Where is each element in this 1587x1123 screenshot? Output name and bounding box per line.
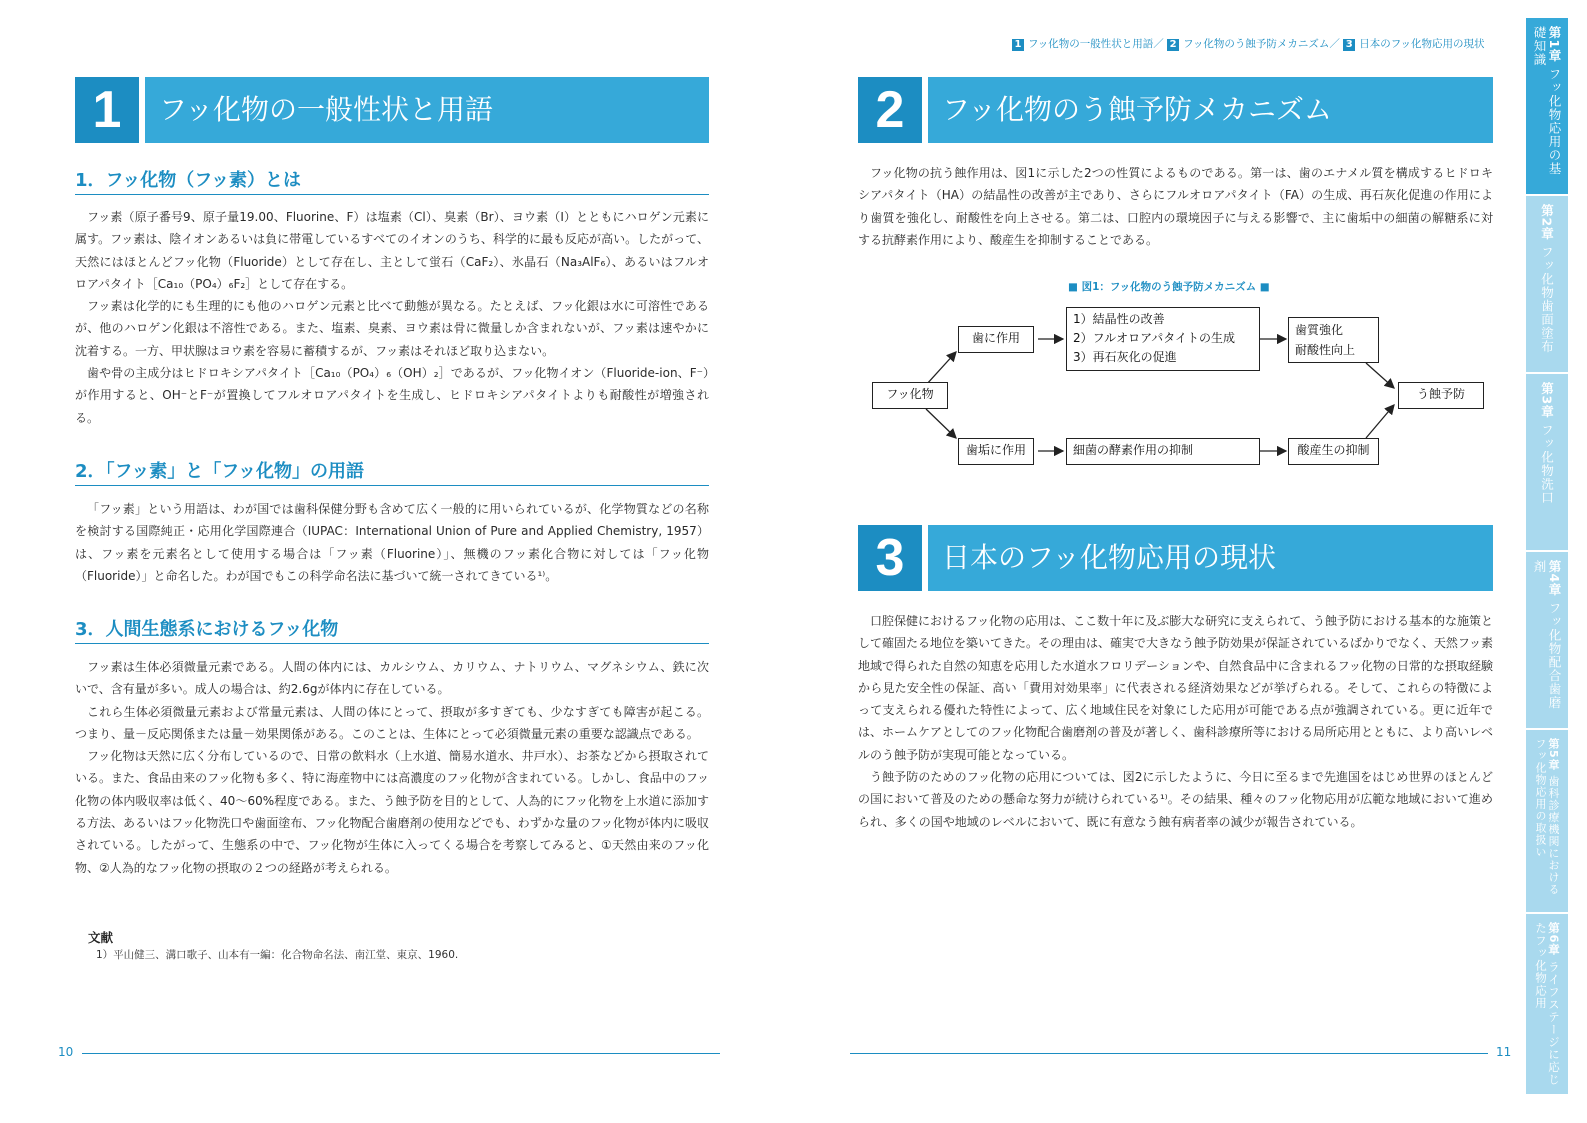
paragraph: これら生体必須微量元素および常量元素は、人間の体にとって、摂取が多すぎても、少なすぎても障害が起こる。つまり、量－反応関係または量－効果関係がある。このことは、生体にとって必須微量元素の重要な認識点である。 <box>75 704 709 741</box>
figure-node-source: フッ化物 <box>872 382 948 409</box>
figure-node-tooth: 歯に作用 <box>958 326 1034 353</box>
paragraph: う蝕予防のためのフッ化物の応用については、図2に示したように、今日に至るまで先進国をはじめ世界のほとんどの国において普及のための懸命な努力が続けられている¹⁾。その結果、種々のフッ化物応用が広範な地域において進められ、多くの国や地域のレベルにおいて、既に有意なう蝕有病者率の減少が報告されている。 <box>858 770 1493 829</box>
subsection-1-body <box>75 206 709 429</box>
chapter-title: フッ化物配合歯磨剤 <box>1532 560 1562 710</box>
chapter-tab-1[interactable] <box>1526 18 1568 194</box>
breadcrumb-sep: ／ <box>1329 38 1340 50</box>
chapter-title: 歯科診療機関におけるフッ化物応用の取扱い <box>1534 738 1560 896</box>
chapter-number: 第4章 <box>1547 560 1562 597</box>
figure-node-outcome: う蝕予防 <box>1398 382 1484 409</box>
chapter-title: フッ化物歯面塗布 <box>1539 245 1555 354</box>
subsection-3-body <box>75 656 709 879</box>
banner-divider <box>922 77 928 143</box>
banner-divider <box>922 525 928 591</box>
page-number-left: 10 <box>58 1045 74 1059</box>
paragraph: 口腔保健におけるフッ化物の応用は、ここ数十年に及ぶ膨大な研究に支えられて、う蝕予防における基本的な施策として確固たる地位を築いてきた。その理由は、確実で大きなう蝕予防効果が保証されているばかりでなく、天然フッ素地域で得られた自然の知恵を応用した水道水フロリデーションや、自然食品中に含まれるフッ化物の日常的な摂取経験から見た安全性の保証、高い「費用対効果率」に代表される経済効果などが挙げられる。そして、これらの特徴によって支えられる優れた特性によって、広く地域住民を対象にした応用が可能である点が強調されている。更に近年では、ホームケアとしてのフッ化物配合歯磨剤の普及が著しく、歯科診療所等における局所応用とともに、より高いレベルのう蝕予防が実現可能となっている。 <box>858 614 1493 762</box>
paragraph: フッ化物は天然に広く分布しているので、日常の飲料水（上水道、簡易水道水、井戸水）、お茶などから摂取されている。また、食品由来のフッ化物も多く、特に海産物中には高濃度のフッ化物が含まれている。しかし、食品中のフッ化物の体内吸収率は低く、40～60%程度である。また、う蝕予防を目的として、人為的にフッ化物を上水道に添加する方法、あるいはフッ化物洗口や歯面塗布、フッ化物配合歯磨剤の使用などでも、わずかな量のフッ化物が体内に吸収されている。したがって、生態系の中で、フッ化物が生体に入ってくる場合を考察してみると、①天然由来のフッ化物、②人為的なフッ化物の摂取の２つの経路が考えられる。 <box>75 749 709 875</box>
breadcrumb <box>1012 36 1484 51</box>
chapter-tab-5[interactable] <box>1526 730 1568 912</box>
subsection-3-heading: 3．人間生態系におけるフッ化物 <box>75 615 709 644</box>
chapter-tab-label <box>1532 26 1562 186</box>
paragraph: 「フッ素」という用語は、わが国では歯科保健分野も含めて広く一般的に用いられているが、化学物質などの名称を検討する国際純正・応用化学国際連合（IUPAC：International Union of Pure and Applied Chemistry, 1957）は、フッ素を元素名として使用する場合は「フッ素（Fluorine）」、無機のフッ素化合物に対しては「フッ化物（Fluoride）」と命名した。わが国でもこの科学命名法に基づいて統一されてきている¹⁾。 <box>75 502 709 583</box>
chapter-tab-6[interactable] <box>1526 914 1568 1094</box>
banner-divider <box>139 77 145 143</box>
figure-node-plaque-effect: 細菌の酵素作用の抑制 <box>1066 438 1260 465</box>
reference-item: 1）平山健三、溝口歌子、山本有一編：化合物命名法、南江堂、東京、1960. <box>96 949 459 961</box>
section-3-title: 日本のフッ化物応用の現状 <box>942 541 1277 574</box>
effect-item: 2）フルオロアパタイトの生成 <box>1073 331 1235 345</box>
references-heading: 文献 <box>88 930 114 945</box>
figure-node-plaque: 歯垢に作用 <box>958 438 1034 465</box>
subsection-1-heading: 1．フッ化物（フッ素）とは <box>75 166 709 195</box>
chapter-title: フッ化物洗口 <box>1539 423 1555 505</box>
chapter-tab-2[interactable] <box>1526 196 1568 372</box>
breadcrumb-item-2[interactable]: フッ化物のう蝕予防メカニズム <box>1183 38 1330 50</box>
chapter-tab-label <box>1532 560 1562 720</box>
chapter-tab-label <box>1534 738 1560 904</box>
figure-node-tooth-result <box>1288 317 1379 363</box>
figure-caption: ■ 図1：フッ化物のう蝕予防メカニズム ■ <box>1068 281 1270 293</box>
paragraph: フッ素（原子番号9、原子量19.00、Fluorine、F）は塩素（Cl）、臭素（Br）、ヨウ素（I）とともにハロゲン元素に属す。フッ素は、陰イオンあるいは負に帯電しているすべてのイオンのうち、科学的に最も反応が高い。したがって、天然にはほとんどフッ化物（Fluoride）として存在し、主として蛍石（CaF₂）、氷晶石（Na₃AlF₆）、あるいはフルオロアパタイト［Ca₁₀（PO₄）₆F₂］として存在する。 <box>75 210 709 291</box>
section-1-number: 1 <box>75 77 139 143</box>
paragraph: 歯や骨の主成分はヒドロキシアパタイト［Ca₁₀（PO₄）₆（OH）₂］であるが、フッ化物イオン（Fluoride-ion、F⁻）が作用すると、OH⁻とF⁻が置換してフルオロアパタイトを生成し、ヒドロキシアパタイトよりも耐酸性が増強される。 <box>75 366 709 425</box>
breadcrumb-item-3[interactable]: 日本のフッ化物応用の現状 <box>1359 38 1485 50</box>
breadcrumb-num-2: 2 <box>1167 39 1179 51</box>
paragraph: フッ素は生体必須微量元素である。人間の体内には、カルシウム、カリウム、ナトリウム、マグネシウム、鉄に次いで、含有量が多い。成人の場合は、約2.6gが体内に存在している。 <box>75 660 709 697</box>
breadcrumb-num-3: 3 <box>1343 39 1355 51</box>
tooth-result-line: 耐酸性向上 <box>1295 343 1356 357</box>
chapter-tab-4[interactable] <box>1526 552 1568 728</box>
paragraph: フッ素は化学的にも生理的にも他のハロゲン元素と比べて動態が異なる。たとえば、フッ化銀は水に可溶性であるが、他のハロゲン化銀は不溶性である。また、塩素、臭素、ヨウ素は骨に微量しか含まれないが、フッ素は速やかに沈着する。一方、甲状腺はヨウ素を容易に蓄積するが、フッ素はそれほど取り込まない。 <box>75 299 709 358</box>
breadcrumb-sep: ／ <box>1153 38 1164 50</box>
section-2-number: 2 <box>858 77 922 143</box>
section-1-banner <box>75 77 709 143</box>
section-3-body <box>858 610 1493 833</box>
chapter-number: 第6章 <box>1547 922 1561 957</box>
effect-item: 1）結晶性の改善 <box>1073 312 1165 326</box>
section-2-title: フッ化物のう蝕予防メカニズム <box>942 93 1333 126</box>
figure-node-plaque-result: 酸産生の抑制 <box>1288 438 1379 465</box>
section-2-banner <box>858 77 1493 143</box>
chapter-number: 第5章 <box>1547 738 1560 771</box>
chapter-number: 第1章 <box>1547 26 1562 63</box>
breadcrumb-item-1[interactable]: フッ化物の一般性状と用語 <box>1028 38 1154 50</box>
subsection-2-heading: 2．「フッ素」と「フッ化物」の用語 <box>75 457 709 486</box>
subsection-2-body <box>75 498 709 587</box>
arrow-source-to-plaque <box>926 409 956 438</box>
chapter-title: フッ化物応用の基礎知識 <box>1532 26 1562 176</box>
chapter-tab-label <box>1540 382 1555 542</box>
arrow-plaque-result-to-outcome <box>1366 405 1394 438</box>
section-3-banner <box>858 525 1493 591</box>
section-2-body <box>858 162 1493 251</box>
chapter-number: 第2章 <box>1539 204 1555 241</box>
breadcrumb-num-1: 1 <box>1012 39 1024 51</box>
paragraph: フッ化物の抗う蝕作用は、図1に示した2つの性質によるものである。第一は、歯のエナメル質を構成するヒドロキシアパタイト（HA）の結晶性の改善が主であり、さらにフルオロアパタイト（FA）の生成、再石灰化促進の作用により歯質を強化し、耐酸性を向上させる。第二は、口腔内の環境因子に与える影響で、主に歯垢中の細菌の解糖系に対する抗酵素作用により、酸産生を抑制することである。 <box>858 166 1493 247</box>
chapter-tab-3[interactable] <box>1526 374 1568 550</box>
tooth-result-line: 歯質強化 <box>1295 323 1344 337</box>
footer-rule-left <box>82 1053 720 1054</box>
arrow-result-to-outcome <box>1366 363 1394 388</box>
page-number-right: 11 <box>1496 1045 1512 1059</box>
effect-item: 3）再石灰化の促進 <box>1073 350 1177 364</box>
footer-rule-right <box>850 1053 1488 1054</box>
figure-node-effects <box>1066 307 1260 371</box>
chapter-number: 第3章 <box>1539 382 1555 419</box>
section-3-number: 3 <box>858 525 922 591</box>
arrow-source-to-tooth <box>926 352 956 385</box>
chapter-title: ライフステージに応じたフッ化物応用 <box>1534 922 1561 1086</box>
section-1-title: フッ化物の一般性状と用語 <box>159 93 494 126</box>
chapter-tab-label <box>1540 204 1555 364</box>
chapter-tab-label <box>1534 922 1560 1086</box>
